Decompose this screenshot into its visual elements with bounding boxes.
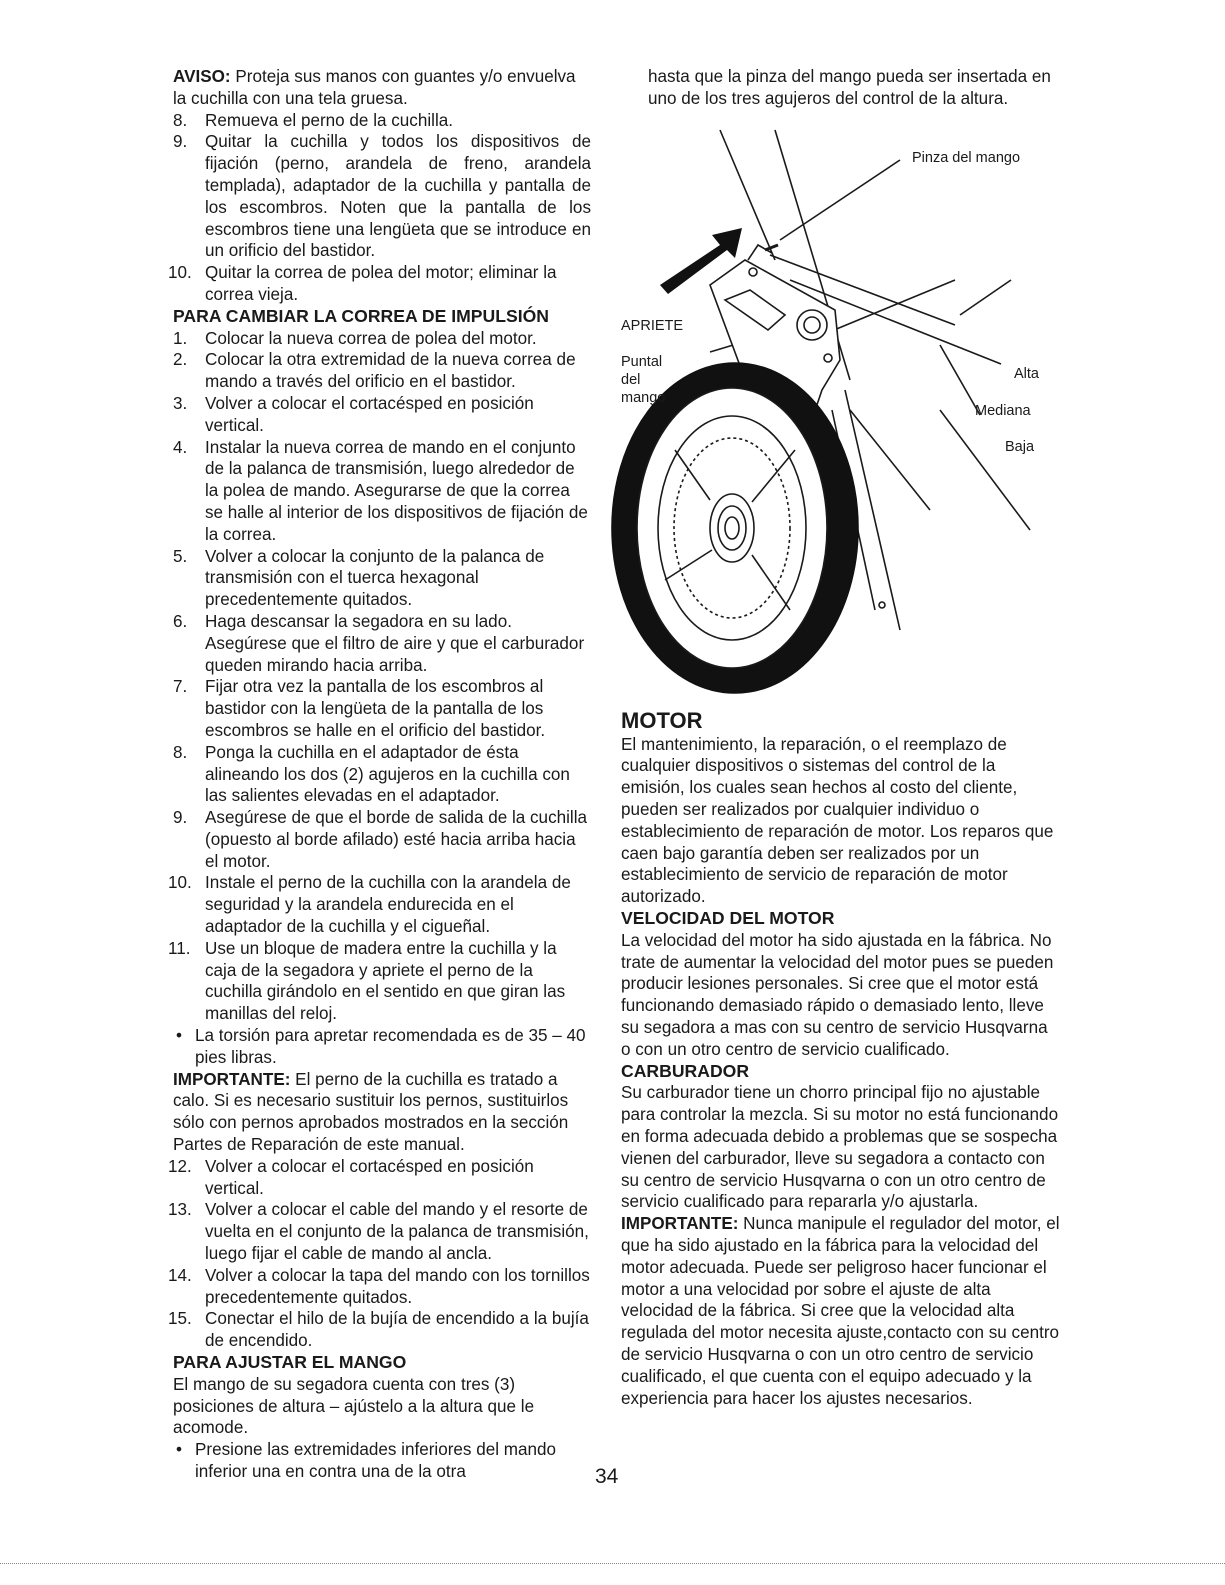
label-pinza: Pinza del mango — [912, 149, 1021, 166]
list-item: 10. Quitar la correa de polea del motor; eliminar la correa vieja. — [168, 263, 557, 304]
page-number: 34 — [595, 1465, 619, 1488]
apriete-line — [822, 280, 955, 335]
list-item: 11. Use un bloque de madera entre la cuchilla y la caja de la segadora y apriete el perno de la cuchilla girándolo en el sentido en que giran las manillas del reloj. — [168, 938, 566, 1024]
label-mango: mango — [621, 389, 666, 406]
list-item: 5. Volver a colocar la conjunto de la palanca de transmisión con el tuerca hexagonal precedentemente quitados. — [173, 546, 545, 610]
importante-label: IMPORTANTE: — [173, 1069, 291, 1089]
list-item: 15. Conectar el hilo de la bujía de encendido a la bujía de encendido. — [168, 1309, 589, 1351]
list-item: 14. Volver a colocar la tapa del mando con los tornillos precedentemente quitados. — [168, 1265, 590, 1307]
list-item: 8. Remueva el perno de la cuchilla. — [173, 110, 454, 130]
aviso-text: Proteja sus manos con guantes y/o envuelva la cuchilla con una tela gruesa. — [173, 67, 576, 108]
heading-carburador: CARBURADOR — [621, 1060, 750, 1081]
heading-cambiar-correa: PARA CAMBIAR LA CORREA DE IMPULSIÓN — [173, 305, 549, 326]
list-item: 6. Haga descansar la segadora en su lado. Asegúrese que el filtro de aire y que el carburador queden mirando hacia arriba. — [173, 611, 585, 675]
alta-pointer — [960, 280, 1011, 315]
list-item: 9. Quitar la cuchilla y todos los dispositivos de fijación (perno, arandela de freno, arandela templada), adaptador de la cuchilla y pantalla de los escombros. Noten que la pantalla de los escombros tiene una lengüeta que se introduce en un orificio del bastidor. — [173, 132, 591, 261]
list-item: 2. Colocar la otra extremidad de la nueva correa de mando a través del orificio en el bastidor. — [173, 350, 576, 392]
list-item: 12. Volver a colocar el cortacésped en posición vertical. — [168, 1156, 534, 1198]
list-item: 8. Ponga la cuchilla en el adaptador de ésta alineando los dos (2) agujeros en la cuchilla con las salientes elevadas en el adaptador. — [173, 742, 570, 806]
heading-ajustar-mango: PARA AJUSTAR EL MANGO — [173, 1352, 407, 1373]
aviso-label: AVISO: — [173, 67, 231, 86]
pinza-pointer — [780, 160, 900, 240]
list-item: 1. Colocar la nueva correa de polea del motor. — [173, 328, 537, 348]
list-item: 7. Fijar otra vez la pantalla de los escombros al bastidor con la lengüeta de la pantalla de los escombros se halle en el orificio del bastidor. — [173, 677, 546, 740]
handle-adjust-figure — [621, 110, 1061, 704]
velocidad-paragraph: La velocidad del motor ha sido ajustada en la fábrica. No trate de aumentar la velocidad del motor pues se pueden producir lesiones personales. Si cree que el motor está funcionando demasiado rápido o demasiado lento, lleve su segadora a mas con su centro de servicio Husqvarna o con un otro centro de servicio cualificado. — [621, 930, 1054, 1059]
bottom-divider — [0, 1563, 1225, 1564]
importante-label: IMPORTANTE: — [621, 1214, 739, 1234]
list-item: 10. Instale el perno de la cuchilla con la arandela de seguridad y la arandela endurecida en el adaptador de la cuchilla y el cigueñal. — [168, 873, 571, 937]
list-item: • Presione las extremidades inferiores del mando inferior una en contra una de la otra — [176, 1440, 557, 1481]
continuation-paragraph: hasta que la pinza del mango pueda ser insertada en uno de los tres agujeros del control de la altura. — [648, 67, 1051, 108]
label-puntal: Puntal — [621, 353, 663, 370]
importante-paragraph: IMPORTANTE: El perno de la cuchilla es tratado a calo. Si es necesario sustituir los pernos, sustituirlos sólo con pernos aprobados mostrados en la sección Partes de Reparación de este manual. — [173, 1069, 569, 1155]
aviso-paragraph — [173, 66, 591, 110]
label-del: del — [621, 371, 641, 388]
heading-motor: MOTOR — [621, 707, 703, 733]
steps-list-c — [168, 1156, 591, 1352]
steps-list-b — [168, 328, 591, 1069]
list-item: • La torsión para apretar recomendada es de 35 – 40 pies libras. — [176, 1026, 586, 1067]
label-baja: Baja — [1005, 438, 1035, 455]
label-mediana: Mediana — [975, 402, 1031, 419]
list-item: 13. Volver a colocar el cable del mando y el resorte de vuelta en el conjunto de la palanca de transmisión, luego fijar el cable de mando al ancla. — [168, 1200, 589, 1264]
list-item: 9. Asegúrese de que el borde de salida de la cuchilla (opuesto al borde afilado) esté hacia arriba hacia el motor. — [173, 808, 588, 871]
motor-paragraph: El mantenimiento, la reparación, o el reemplazo de cualquier dispositivos o sistemas del control de la emisión, los cuales sean hechos al costo del cliente, pueden ser realizados por cualquier individuo o establecimiento de reparación de motor. Los reparos que caen bajo garantía deben ser realizados por un establecimiento de servicio de reparación de motor autorizado. — [621, 734, 1054, 907]
steps-list-a — [168, 110, 591, 306]
mango-paragraph: El mango de su segadora cuenta con tres (3) posiciones de altura – ajústelo a la altura que le acomode. — [173, 1374, 535, 1438]
heading-velocidad: VELOCIDAD DEL MOTOR — [621, 907, 835, 928]
carburador-paragraph: Su carburador tiene un chorro principal fijo no ajustable para controlar la mezcla. Si su motor no está funcionando en forma adecuada debido a problemas que se sospecha vienen del carburador, lleve su segadora a contacto con su centro de servicio Husqvarna o con un otro centro de servicio cualificado para repararla y/o ajustarla. — [621, 1083, 1059, 1212]
left-column — [168, 66, 591, 1483]
list-item: 3. Volver a colocar el cortacésped en posición vertical. — [173, 393, 534, 435]
list-item: 4. Instalar la nueva correa de mando en el conjunto de la palanca de transmisión, luego alrededor de la polea de mando. Asegurarse de que la correa se halle al interior de los dispositivos de fijación de la correa. — [173, 437, 588, 544]
label-apriete: APRIETE — [621, 317, 684, 334]
right-column — [621, 66, 1061, 1409]
label-alta: Alta — [1014, 365, 1039, 382]
importante-motor-paragraph: IMPORTANTE: Nunca manipule el regulador del motor, el que ha sido ajustado en la fábrica para la velocidad del motor adecuada. Puede ser peligroso hacer funcionar el motor a una velocidad por sobre el ajuste de alta velocidad de la fábrica. Si cree que la velocidad alta regulada del motor necesita ajuste,contacto con su centro de servicio Husqvarna o con un otro centro de servicio cualificado, el que cuenta con el equipo adecuado y la experiencia para hacer los ajustes necesarios. — [621, 1214, 1060, 1408]
